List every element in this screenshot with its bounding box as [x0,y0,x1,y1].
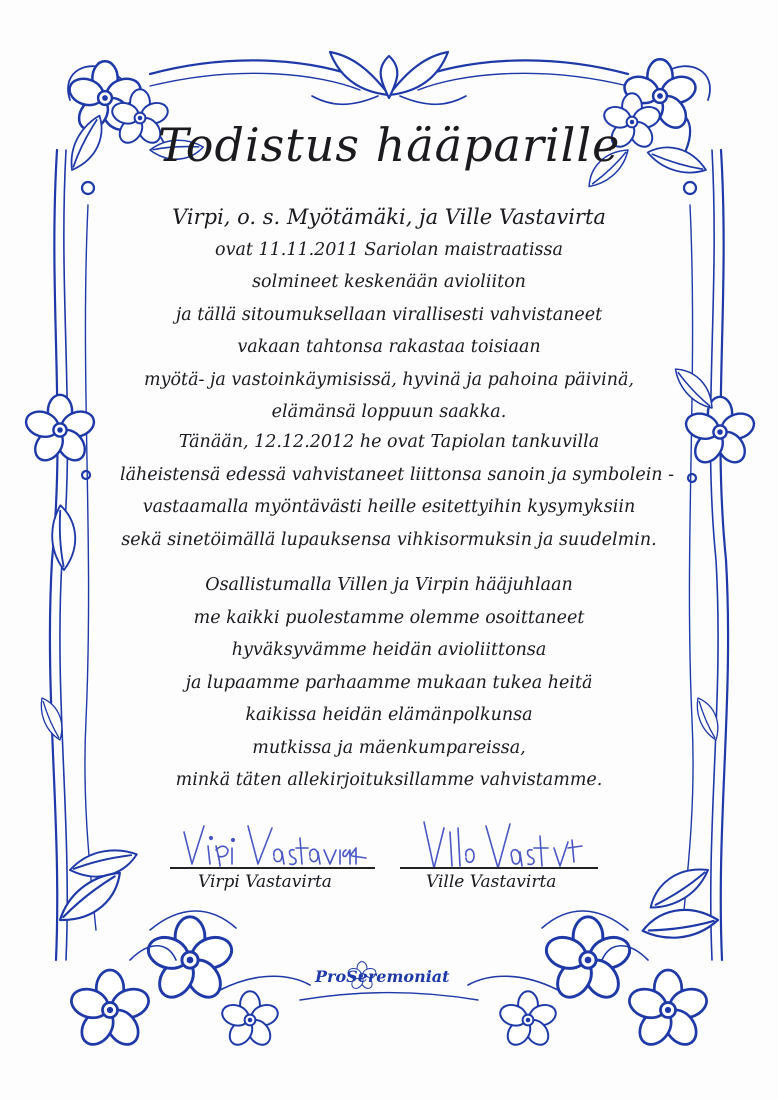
text-line: solmineet keskenään avioliiton [252,272,526,292]
signer-name: Ville Vastavirta [426,872,557,892]
text-line: ja tällä sitoumuksellaan virallisesti vahvistaneet [175,304,603,325]
text-line: me kaikki puolestamme olemme osoittaneet [193,607,585,628]
text-line: elämänsä loppuun saakka. [271,402,507,422]
text-line: Tänään, 12.12.2012 he ovat Tapiolan tankuvilla [178,432,600,452]
text-line: mutkissa ja mäenkumpareissa, [252,737,526,758]
text-line: ovat 11.11.2011 Sariolan maistraatissa [215,239,563,260]
paragraph-ceremony [120,426,675,556]
signature-virpi [170,812,370,872]
text-line: vakaan tahtonsa rakastaa toisiaan [237,337,541,357]
text-line: sekä sinetöimällä lupauksensa vihkisormuksin ja suudelmin. [121,529,657,550]
text-line: vastaamalla myöntävästi heille esitettyihin kysymyksiin [142,497,636,517]
text-line: minkä täten allekirjoituksillamme vahvistamme. [175,770,603,790]
paragraph-guests [120,569,658,797]
text-line: myötä- ja vastoinkäymisissä, hyvinä ja pahoina päivinä, [144,369,634,390]
signer-name: Virpi Vastavirta [198,872,332,892]
signature-line [170,867,375,869]
certificate-title: Todistus hääparille [157,118,621,172]
brand-logo: ProSeremoniat [315,967,450,986]
text-line: läheistensä edessä vahvistaneet liittonsa sanoin ja symbolein - [120,464,675,485]
text-line: Osallistumalla Villen ja Virpin hääjuhlaan [205,575,573,595]
text-line: ja lupaamme parhaamme mukaan tukea heitä [185,672,593,693]
paragraph-marriage [120,201,658,429]
couple-line: Virpi, o. s. Myötämäki, ja Ville Vastavirta [172,205,606,229]
text-line: hyväksyvämme heidän avioliittonsa [231,640,547,660]
signature-ville [400,812,600,872]
signature-line [400,867,598,869]
text-line: kaikissa heidän elämänpolkunsa [245,705,533,725]
